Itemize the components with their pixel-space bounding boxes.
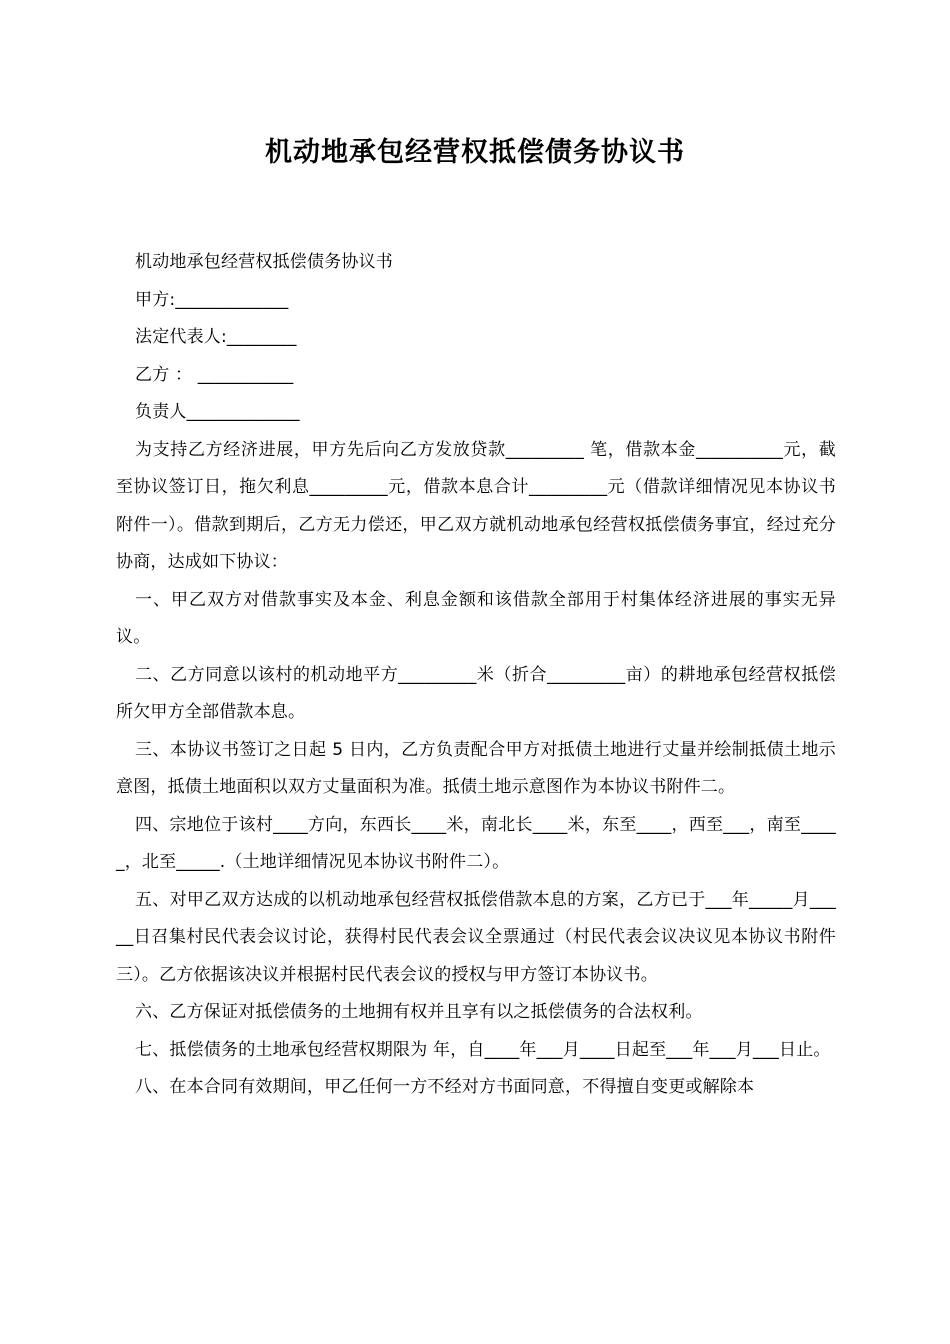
document-title: 机动地承包经营权抵偿债务协议书 (265, 137, 685, 168)
party-b-line: 乙方 ： ___________ (135, 364, 294, 385)
person-in-charge-line: 负责人_____________ (135, 402, 300, 422)
clause-1: 一、甲乙双方对借款事实及本金、利息金额和该借款全部用于村集体经济进展的事实无异议。 (116, 589, 836, 647)
preamble-paragraph: 为支持乙方经济进展，甲方先后向乙方发放贷款_________ 笔，借款本金__________元，截至协议签订日，拖欠利息_________元，借款本息合计_________元（借款详细情况见本协议书附件一）。借款到期后，乙方无力偿还，甲乙双方就机动地承包经营权抵偿债务事宜，经过充分协商，达成如下协议： (116, 439, 836, 572)
clause-6: 六、乙方保证对抵偿债务的土地拥有权并且享有以之抵偿债务的合法权利。 (135, 1002, 703, 1022)
clause-5: 五、对甲乙双方达成的以机动地承包经营权抵偿借款本息的方案，乙方已于___年_____月_____日召集村民代表会议讨论，获得村民代表会议全票通过（村民代表会议决议见本协议书附件三）。乙方依据该决议并根据村民代表会议的授权与甲方签订本协议书。 (116, 889, 836, 985)
document-body (116, 244, 836, 1107)
legal-representative-line: 法定代表人:________ (135, 327, 297, 347)
clause-7: 七、抵偿债务的土地承包经营权期限为 年，自____年___月____日起至___年___月___日止。 (135, 1039, 831, 1060)
body-heading: 机动地承包经营权抵偿债务协议书 (135, 252, 393, 272)
clause-8: 八、在本合同有效期间，甲乙任何一方不经对方书面同意，不得擅自变更或解除本 (135, 1077, 755, 1097)
clause-3: 三、本协议书签订之日起 5 日内，乙方负责配合甲方对抵债土地进行丈量并绘制抵债土地示意图，抵债土地面积以双方丈量面积为准。抵债土地示意图作为本协议书附件二。 (116, 739, 836, 797)
clause-4: 四、宗地位于该村____方向，东西长____米，南北长____米，东至____，西至___，南至_____，北至_____.（土地详细情况见本协议书附件二）。 (116, 814, 836, 872)
party-a-line: 甲方:_____________ (135, 289, 289, 310)
clause-2: 二、乙方同意以该村的机动地平方_________米（折合_________亩）的耕地承包经营权抵偿所欠甲方全部借款本息。 (116, 664, 836, 722)
